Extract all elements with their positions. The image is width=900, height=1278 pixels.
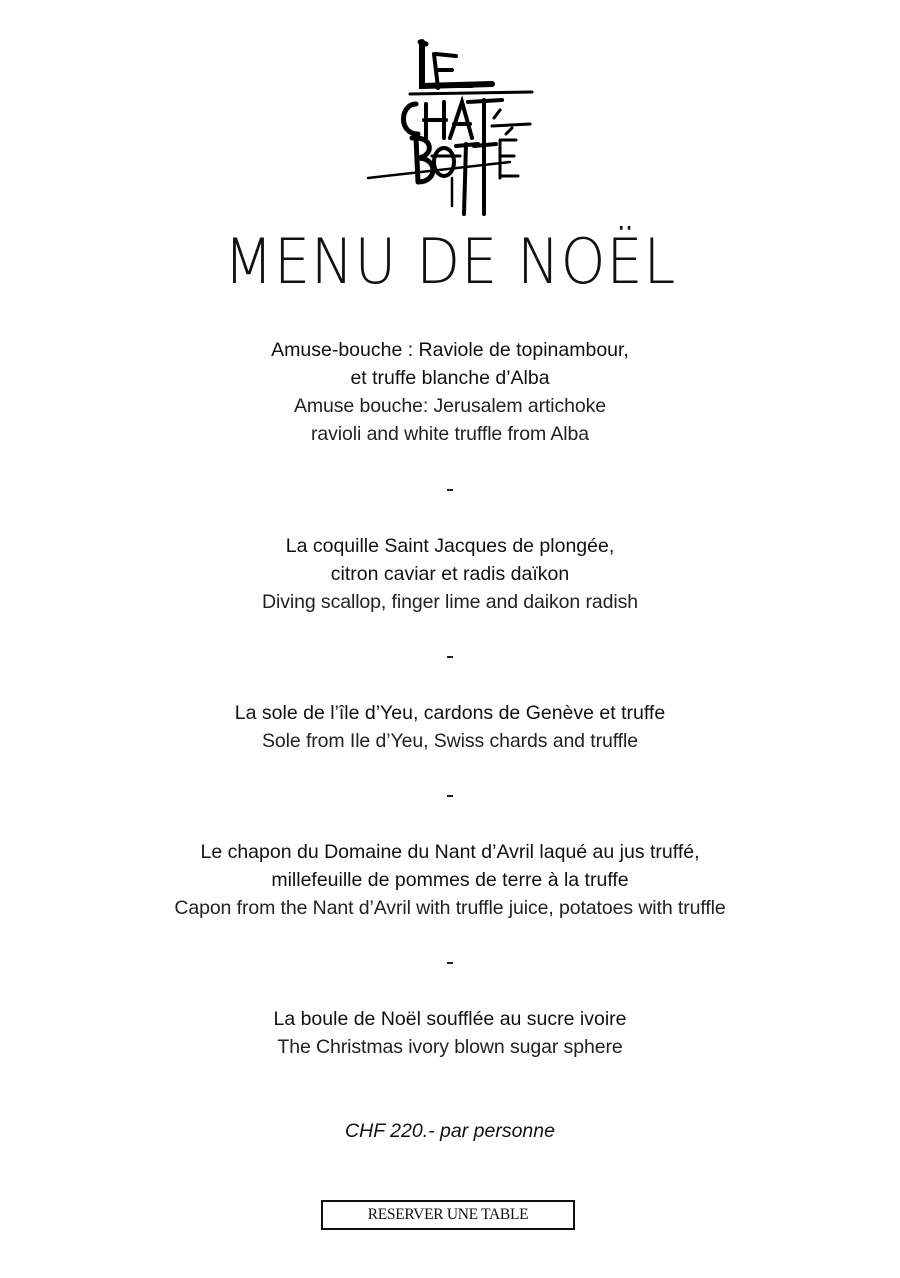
course-english-line: Amuse bouche: Jerusalem artichoke [293,395,607,417]
course-separator [447,962,453,964]
course-french-line: citron caviar et radis daïkon [330,563,570,585]
course-french-line: Le chapon du Domaine du Nant d’Avril laqué au jus truffé, [200,841,700,863]
course-french-line: millefeuille de pommes de terre à la truffe [271,869,629,891]
course-english-line: Sole from Ile d’Yeu, Swiss chards and truffle [262,730,638,752]
course-separator [447,795,453,797]
course-separator [447,489,453,491]
course-english-line: The Christmas ivory blown sugar sphere [277,1036,623,1058]
course-french-line: et truffe blanche d’Alba [350,367,550,389]
course-french-line: La coquille Saint Jacques de plongée, [285,535,615,557]
course-english-line: Diving scallop, finger lime and daikon radish [262,591,638,613]
course-separator [447,656,453,658]
course-english-line: Capon from the Nant d’Avril with truffle juice, potatoes with truffle [174,897,726,919]
course-french-line: Amuse-bouche : Raviole de topinambour, [271,339,629,361]
course-english-line: ravioli and white truffle from Alba [311,423,589,445]
reserve-table-button[interactable] [321,1200,575,1230]
course-french-line: La boule de Noël soufflée au sucre ivoire [273,1008,627,1030]
le-chat-botte-logo-icon [360,38,540,218]
reserve-table-label: RESERVER UNE TABLE [367,1206,529,1223]
page-title: MENU DE NOËL [223,225,677,298]
course-french-line: La sole de l’île d’Yeu, cardons de Genève et truffe [234,702,666,724]
price-per-person: CHF 220.- par personne [345,1120,555,1142]
